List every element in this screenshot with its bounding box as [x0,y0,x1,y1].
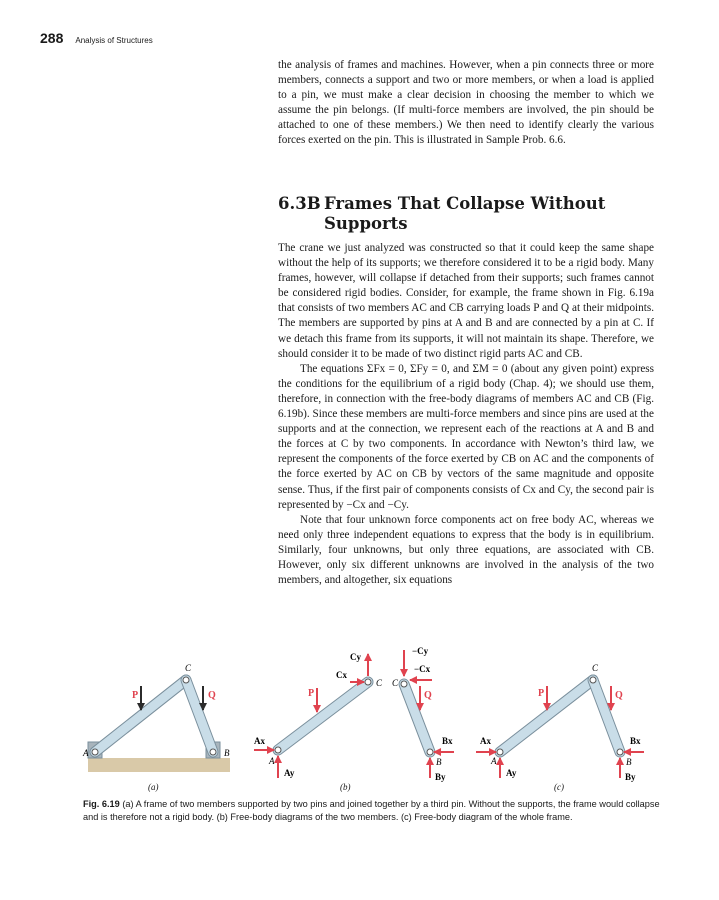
label-neg-cx: −Cx [414,664,431,674]
label-ax: Ax [254,736,265,746]
ground [88,758,230,772]
body-paragraph-2: The equations ΣFx = 0, ΣFy = 0, and ΣM = 0 (about any given point) express the conditions for the equilibrium of a rigid body (Chap. 4); we should use them, therefore, in connection with the free-body diagrams of members AC and CB (Fig. 6.19b). Since these members are multi-force members and since pins are used at the supports and at the connection, we represent each of the reactions at A and B and the forces at C by two components. In accordance with Newton’s third law, we represent the components of the force exerted by CB on AC and the components of the force exerted by AC on CB by vectors of the same magnitude and opposite sense. Thus, if the first pair of components consists of Cx and Cy, the second pair is represented by −Cx and −Cy. [278,362,654,511]
label-p: P [132,690,139,701]
section-body [278,241,654,588]
intro-text: the analysis of frames and machines. However, when a pin connects three or more members, connects a support and two or more members, or when a load is applied to a pin, we must make a clear decision in choosing the member to which we assume the pin belongs. (If multi-force members are involved, the pin should be attached to one of these members.) We then need to identify clearly the various forces exerted on the pin. This is illustrated in Sample Prob. 6.6. [278,59,654,147]
label-q: Q [208,690,216,701]
section-number: 6.3B [278,194,321,213]
whole-label-bx: Bx [630,736,641,746]
fbd-label-a: A [269,756,275,766]
diagram-a [82,663,230,772]
fbd-label-c2: C [392,678,399,688]
label-c: C [185,663,192,673]
label-neg-cy: −Cy [412,646,429,656]
page-number: 288 [40,30,64,46]
fbd-label-p: P [308,688,315,699]
intro-paragraph [278,58,654,149]
label-ay: Ay [284,768,295,778]
whole-label-c: C [592,663,599,673]
whole-label-by: By [625,772,636,782]
fbd-label-c1: C [376,678,383,688]
whole-label-ay: Ay [506,768,517,778]
whole-label-p: P [538,688,545,699]
running-head: Analysis of Structures [75,36,153,45]
whole-label-q: Q [615,690,623,701]
label-cy: Cy [350,652,361,662]
label-cx: Cx [336,670,347,680]
pin-b [210,749,216,755]
diagram-c [476,663,644,782]
label-bx: Bx [442,736,453,746]
figure-6-19 [40,640,680,795]
label-by: By [435,772,446,782]
caption-text: (a) A frame of two members supported by two pins and joined together by a third pin. Without the supports, the frame would collapse and is therefore not a rigid body. (b) Free-body diagrams of the two members. (c) Free-body diagram of the whole frame. [83,799,660,822]
fbd-label-b: B [436,757,442,767]
whole-label-b: B [626,757,632,767]
label-b: B [224,748,230,758]
fbd-label-q: Q [424,690,432,701]
caption-label: Fig. 6.19 [83,799,120,809]
whole-label-ax: Ax [480,736,491,746]
figure-caption [83,798,663,824]
whole-label-a: A [491,756,497,766]
section-title-line2: Supports [324,214,408,233]
section-title-line1: Frames That Collapse Without [324,194,606,213]
pin-a [92,749,98,755]
body-paragraph-1: The crane we just analyzed was constructed so that it could keep the same shape without the help of its supports; we therefore considered it to be a rigid body. Many frames, however, will collapse if detached from their supports; such frames cannot be considered rigid bodies. Consider, for example, the frame shown in Fig. 6.19a that consists of two members AC and CB carrying loads P and Q at their midpoints. The members are supported by pins at A and B and are connected by a pin at C. If we detach this frame from its supports, it will not maintain its shape. Therefore, we should consider it to be made of two distinct rigid parts AC and CB. [278,242,654,360]
sub-label-a: (a) [148,782,159,792]
sub-label-b: (b) [340,782,351,792]
diagram-b [254,646,454,782]
page-header [40,30,153,46]
section-heading [278,194,658,234]
sub-label-c: (c) [554,782,564,792]
label-a: A [83,748,89,758]
pin-c [183,677,189,683]
body-paragraph-3: Note that four unknown force components act on free body AC, whereas we need only three independent equations to express that the body is in equilibrium. Similarly, four unknowns, but only three equations, are associated with CB. However, only six different unknowns are involved in the analysis of the two members, and altogether, six equations [278,513,654,587]
